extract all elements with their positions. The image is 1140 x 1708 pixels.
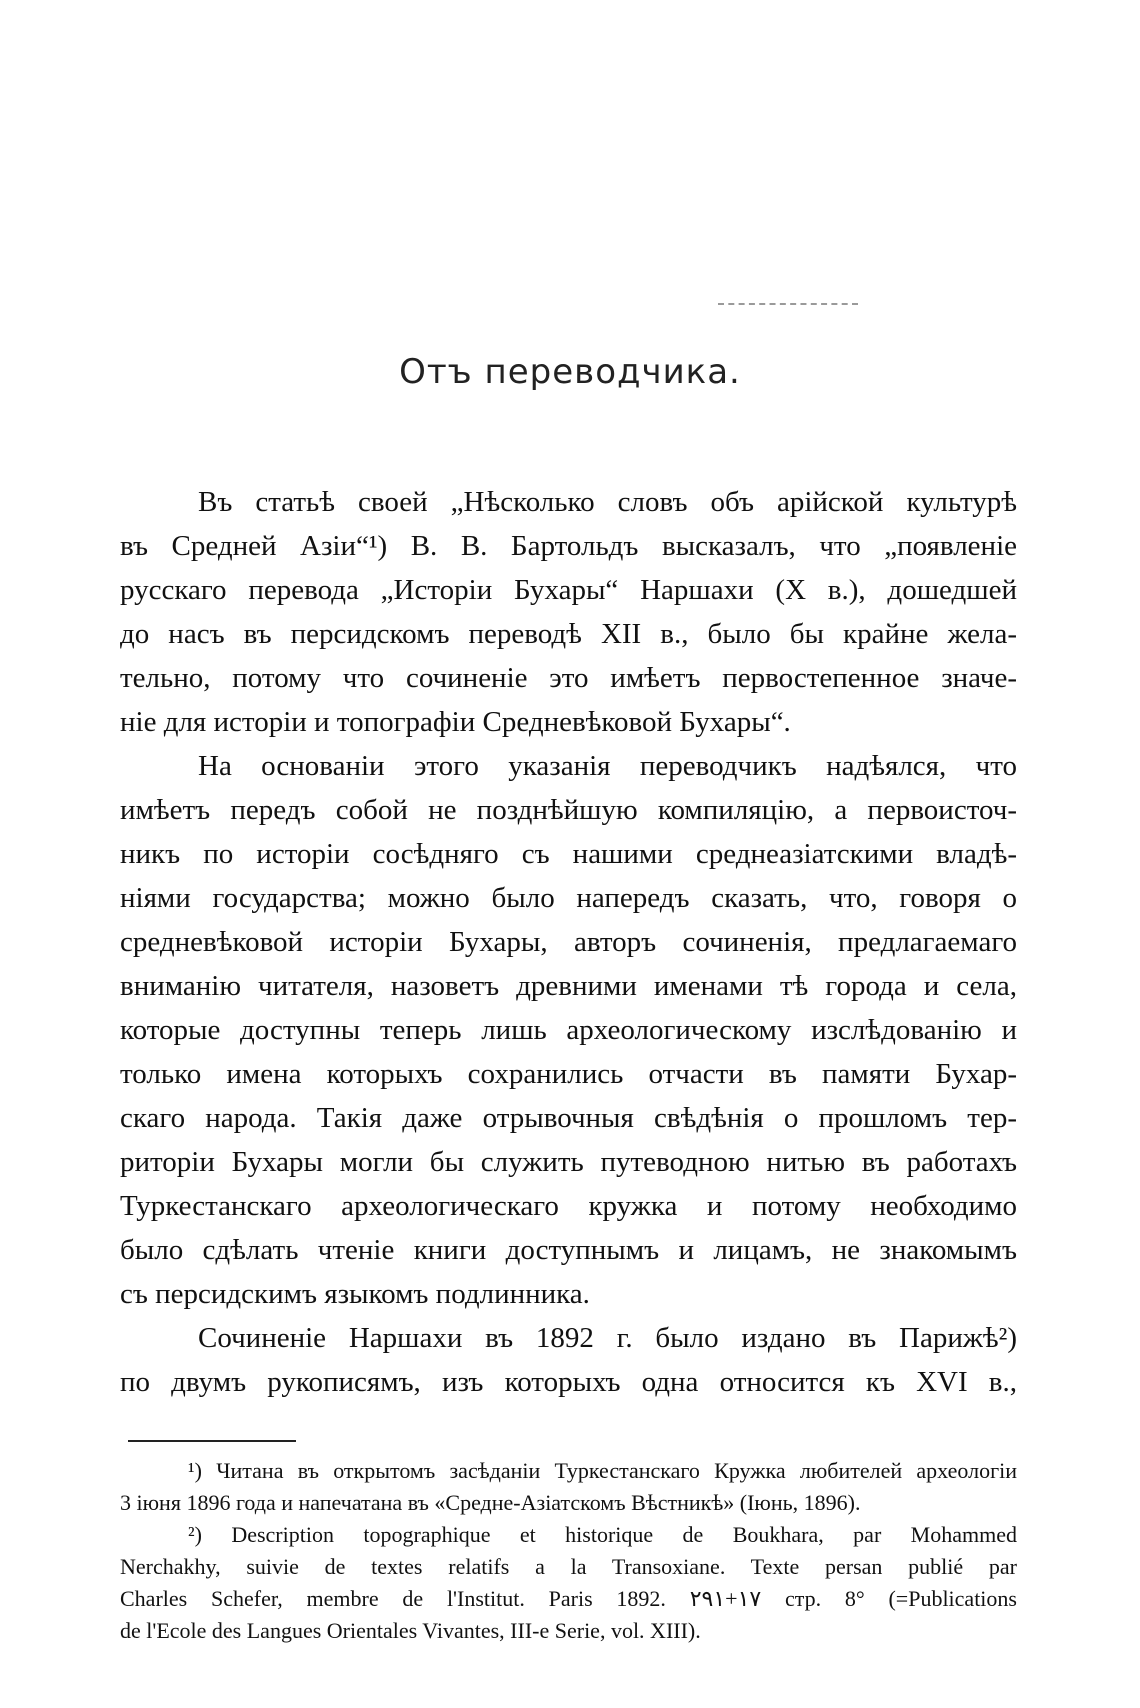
paragraph-2-line-8: только имена которыхъ сохранились отчасти въ памяти Бухар- — [120, 1058, 1017, 1090]
paragraph-3-line-1: Сочиненіе Наршахи въ 1892 г. было издано въ Парижѣ²) — [198, 1322, 1017, 1354]
footnote-1-line-1: ¹) Читана въ открытомъ засѣданіи Туркестанскаго Кружка любителей археологіи — [188, 1458, 1017, 1483]
paragraph-1-line-4: до насъ въ персидскомъ переводѣ XII в., было бы крайне жела- — [120, 618, 1017, 650]
paragraph-1-line-3: русскаго перевода „Исторіи Бухары“ Наршахи (X в.), дошедшей — [120, 574, 1017, 606]
paragraph-3-line-2: по двумъ рукописямъ, изъ которыхъ одна относится къ XVI в., — [120, 1366, 1017, 1398]
paragraph-1-line-6: ніе для исторіи и топографіи Средневѣковой Бухары“. — [120, 706, 791, 738]
paragraph-2-line-13: съ персидскимъ языкомъ подлинника. — [120, 1278, 590, 1310]
footnote-2-line-2: Nerchakhy, suivie de textes relatifs a la Transoxiane. Texte persan publié par — [120, 1554, 1017, 1579]
paragraph-2-line-1: На основаніи этого указанія переводчикъ надѣялся, что — [198, 750, 1017, 782]
footnote-2-line-4: de l'Ecole des Langues Orientales Vivantes, III-e Serie, vol. XIII). — [120, 1618, 701, 1643]
paragraph-1-line-5: тельно, потому что сочиненіе это имѣетъ первостепенное значе- — [120, 662, 1017, 694]
paragraph-2-line-10: риторіи Бухары могли бы служить путеводною нитью въ работахъ — [120, 1146, 1017, 1178]
page-title: Отъ переводчика. — [399, 352, 741, 392]
paragraph-2-line-3: никъ по исторіи сосѣдняго съ нашими среднеазіатскими владѣ- — [120, 838, 1017, 870]
footnote-2-line-1: ²) Description topographique et historique de Boukhara, par Mohammed — [188, 1522, 1017, 1547]
paragraph-2-line-4: ніями государства; можно было напередъ сказать, что, говоря о — [120, 882, 1017, 914]
paragraph-2-line-12: было сдѣлать чтеніе книги доступнымъ и лицамъ, не знакомымъ — [120, 1234, 1017, 1266]
paragraph-2-line-6: вниманію читателя, назоветъ древними именами тѣ города и села, — [120, 970, 1017, 1002]
paragraph-2-line-9: скаго народа. Такія даже отрывочныя свѣдѣнія о прошломъ тер- — [120, 1102, 1017, 1134]
paragraph-2-line-11: Туркестанскаго археологическаго кружка и потому необходимо — [120, 1190, 1017, 1222]
paragraph-2-line-5: средневѣковой исторіи Бухары, авторъ сочиненія, предлагаемаго — [120, 926, 1017, 958]
footnote-1-line-2: 3 іюня 1896 года и напечатана въ «Средне-Азіатскомъ Вѣстникѣ» (Іюнь, 1896). — [120, 1490, 861, 1515]
paragraph-2-line-7: которые доступны теперь лишь археологическому изслѣдованію и — [120, 1014, 1017, 1046]
paragraph-1-line-2: въ Средней Азіи“¹) В. В. Бартольдъ высказалъ, что „появленіе — [120, 530, 1017, 562]
footnotes — [120, 1455, 1017, 1647]
footnote-2-line-3: Charles Schefer, membre de l'Institut. Paris 1892. ١٧+٢٩١ стр. 8° (=Publications — [120, 1586, 1017, 1611]
body-text — [120, 480, 1017, 1404]
paragraph-1-line-1: Въ статьѣ своей „Нѣсколько словъ объ арійской культурѣ — [198, 486, 1017, 518]
decorative-dashes — [718, 303, 858, 309]
footnote-separator — [128, 1440, 296, 1442]
paragraph-2-line-2: имѣетъ передъ собой не позднѣйшую компиляцію, а первоисточ- — [120, 794, 1017, 826]
